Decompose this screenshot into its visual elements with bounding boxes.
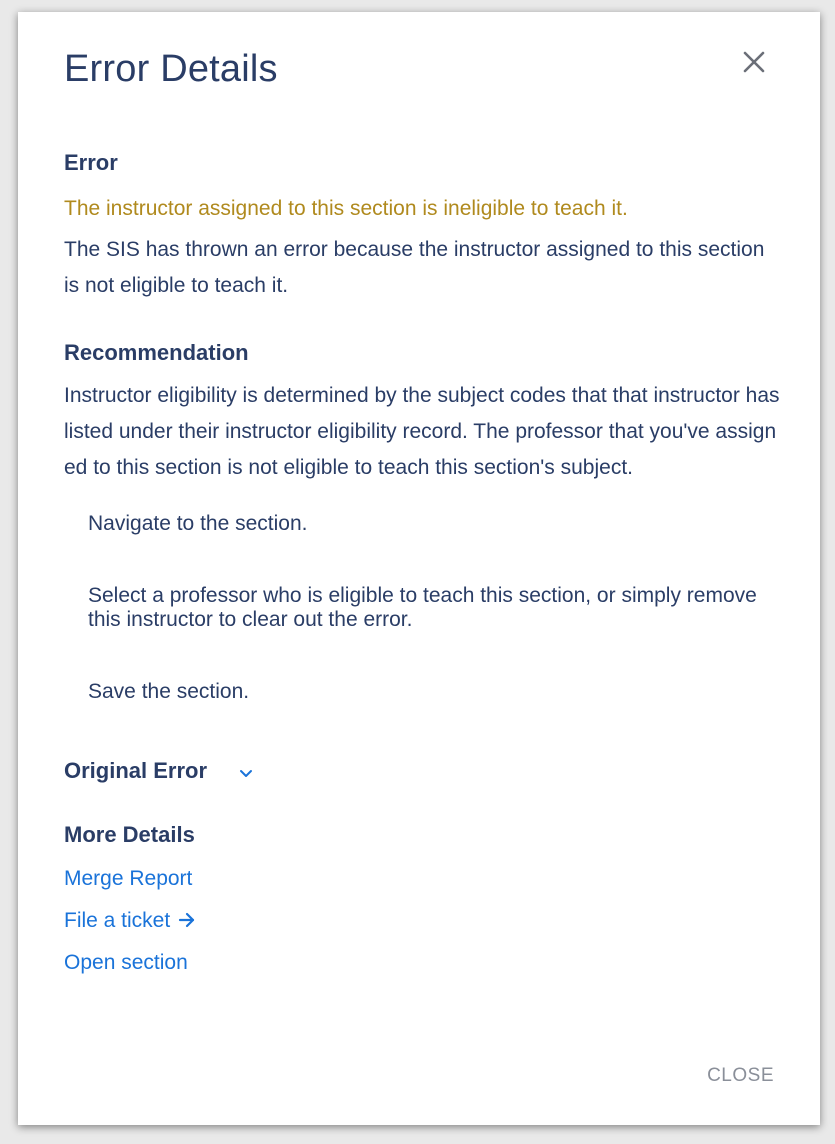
dialog-content [64,148,780,978]
original-error-toggle[interactable] [64,756,780,786]
file-ticket-link[interactable] [64,906,780,936]
error-summary: The instructor assigned to this section is ineligible to teach it. [64,197,628,220]
file-ticket-label: File a ticket [64,909,171,932]
merge-report-link[interactable]: Merge Report [64,867,193,890]
more-details-heading: More Details [64,822,195,847]
recommendation-steps [64,512,780,704]
original-error-label: Original Error [64,758,208,783]
step-item: Select a professor who is eligible to teach this section, or simply remove this instructor to clear out the error. [88,584,757,631]
open-section-link[interactable]: Open section [64,951,188,974]
step-item: Save the section. [88,680,250,703]
close-button[interactable]: CLOSE [707,1065,774,1086]
step-item: Navigate to the section. [88,512,308,535]
dialog-title: Error Details [64,48,278,90]
close-icon[interactable] [738,46,770,78]
recommendation-heading: Recommendation [64,340,249,365]
chevron-down-icon [237,765,255,783]
arrow-right-icon [178,912,196,928]
error-heading: Error [64,150,118,175]
error-description: The SIS has thrown an error because the instructor assigned to this section is not eligible to teach it. [64,238,765,297]
recommendation-text: Instructor eligibility is determined by the subject codes that that instructor has listed under their instructor eligibility record. The professor that you've assigned to this section is not eligible to teach this section's subject. [64,384,780,479]
error-details-dialog [18,12,820,1125]
